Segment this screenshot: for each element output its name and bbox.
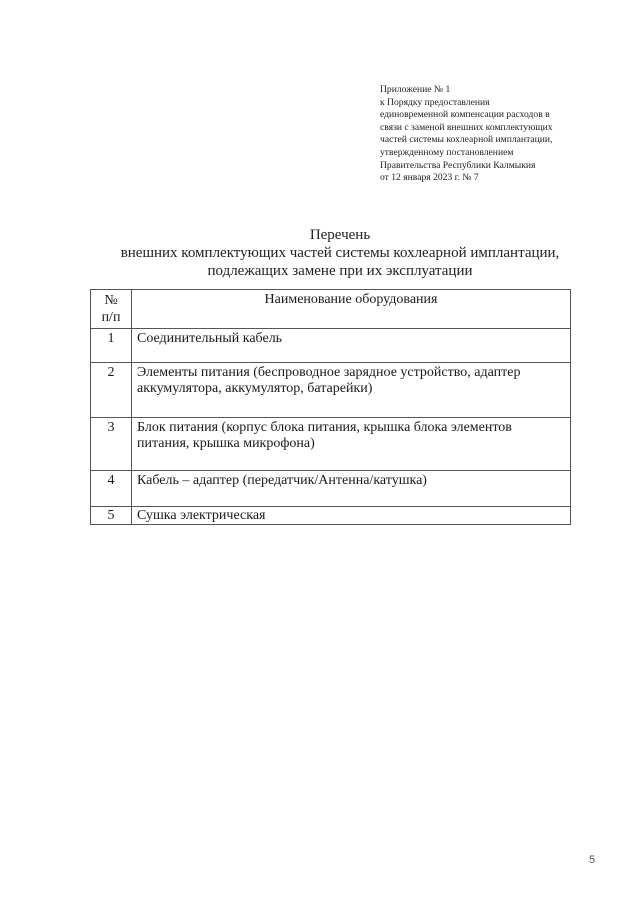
row-name: Соединительный кабель <box>132 329 571 363</box>
row-number: 3 <box>91 418 132 471</box>
appendix-line: к Порядку предоставления <box>380 96 490 108</box>
row-name: Сушка электрическая <box>132 507 571 525</box>
header-number-symbol: № <box>104 293 118 308</box>
header-number-abbrev: п/п <box>101 310 121 325</box>
table-row <box>91 507 571 525</box>
appendix-line: утвержденному постановлением <box>380 146 514 158</box>
appendix-line: от 12 января 2023 г. № 7 <box>380 172 479 184</box>
row-number: 2 <box>91 363 132 418</box>
row-name: Блок питания (корпус блока питания, крышка блока элементов питания, крышка микрофона) <box>132 418 571 471</box>
table-row <box>91 363 571 418</box>
appendix-line: Правительства Республики Калмыкия <box>380 159 536 171</box>
row-number: 5 <box>91 507 132 525</box>
appendix-line: Приложение № 1 <box>380 84 451 95</box>
heading-line: внешних комплектующих частей системы кохлеарной имплантации, <box>120 245 560 261</box>
heading-title: Перечень <box>309 227 371 243</box>
row-number: 4 <box>91 471 132 507</box>
appendix-reference <box>380 84 595 185</box>
page-number: 5 <box>589 854 596 866</box>
table-header-row <box>91 290 571 329</box>
appendix-line: частей системы кохлеарной имплантации, <box>380 134 553 146</box>
header-name-cell: Наименование оборудования <box>132 290 571 329</box>
row-name: Элементы питания (беспроводное зарядное устройство, адаптер аккумулятора, аккумулятор, батарейки) <box>132 363 571 418</box>
list-heading <box>90 226 590 280</box>
row-name: Кабель – адаптер (передатчик/Антенна/катушка) <box>132 471 571 507</box>
appendix-line: связи с заменой внешних комплектующих <box>380 121 553 133</box>
row-number: 1 <box>91 329 132 363</box>
appendix-line: единовременной компенсации расходов в <box>380 109 550 121</box>
table-row <box>91 471 571 507</box>
header-number-cell <box>91 290 132 329</box>
table-row <box>91 329 571 363</box>
table-row <box>91 418 571 471</box>
equipment-table <box>90 289 571 525</box>
heading-line: подлежащих замене при их эксплуатации <box>207 263 473 279</box>
